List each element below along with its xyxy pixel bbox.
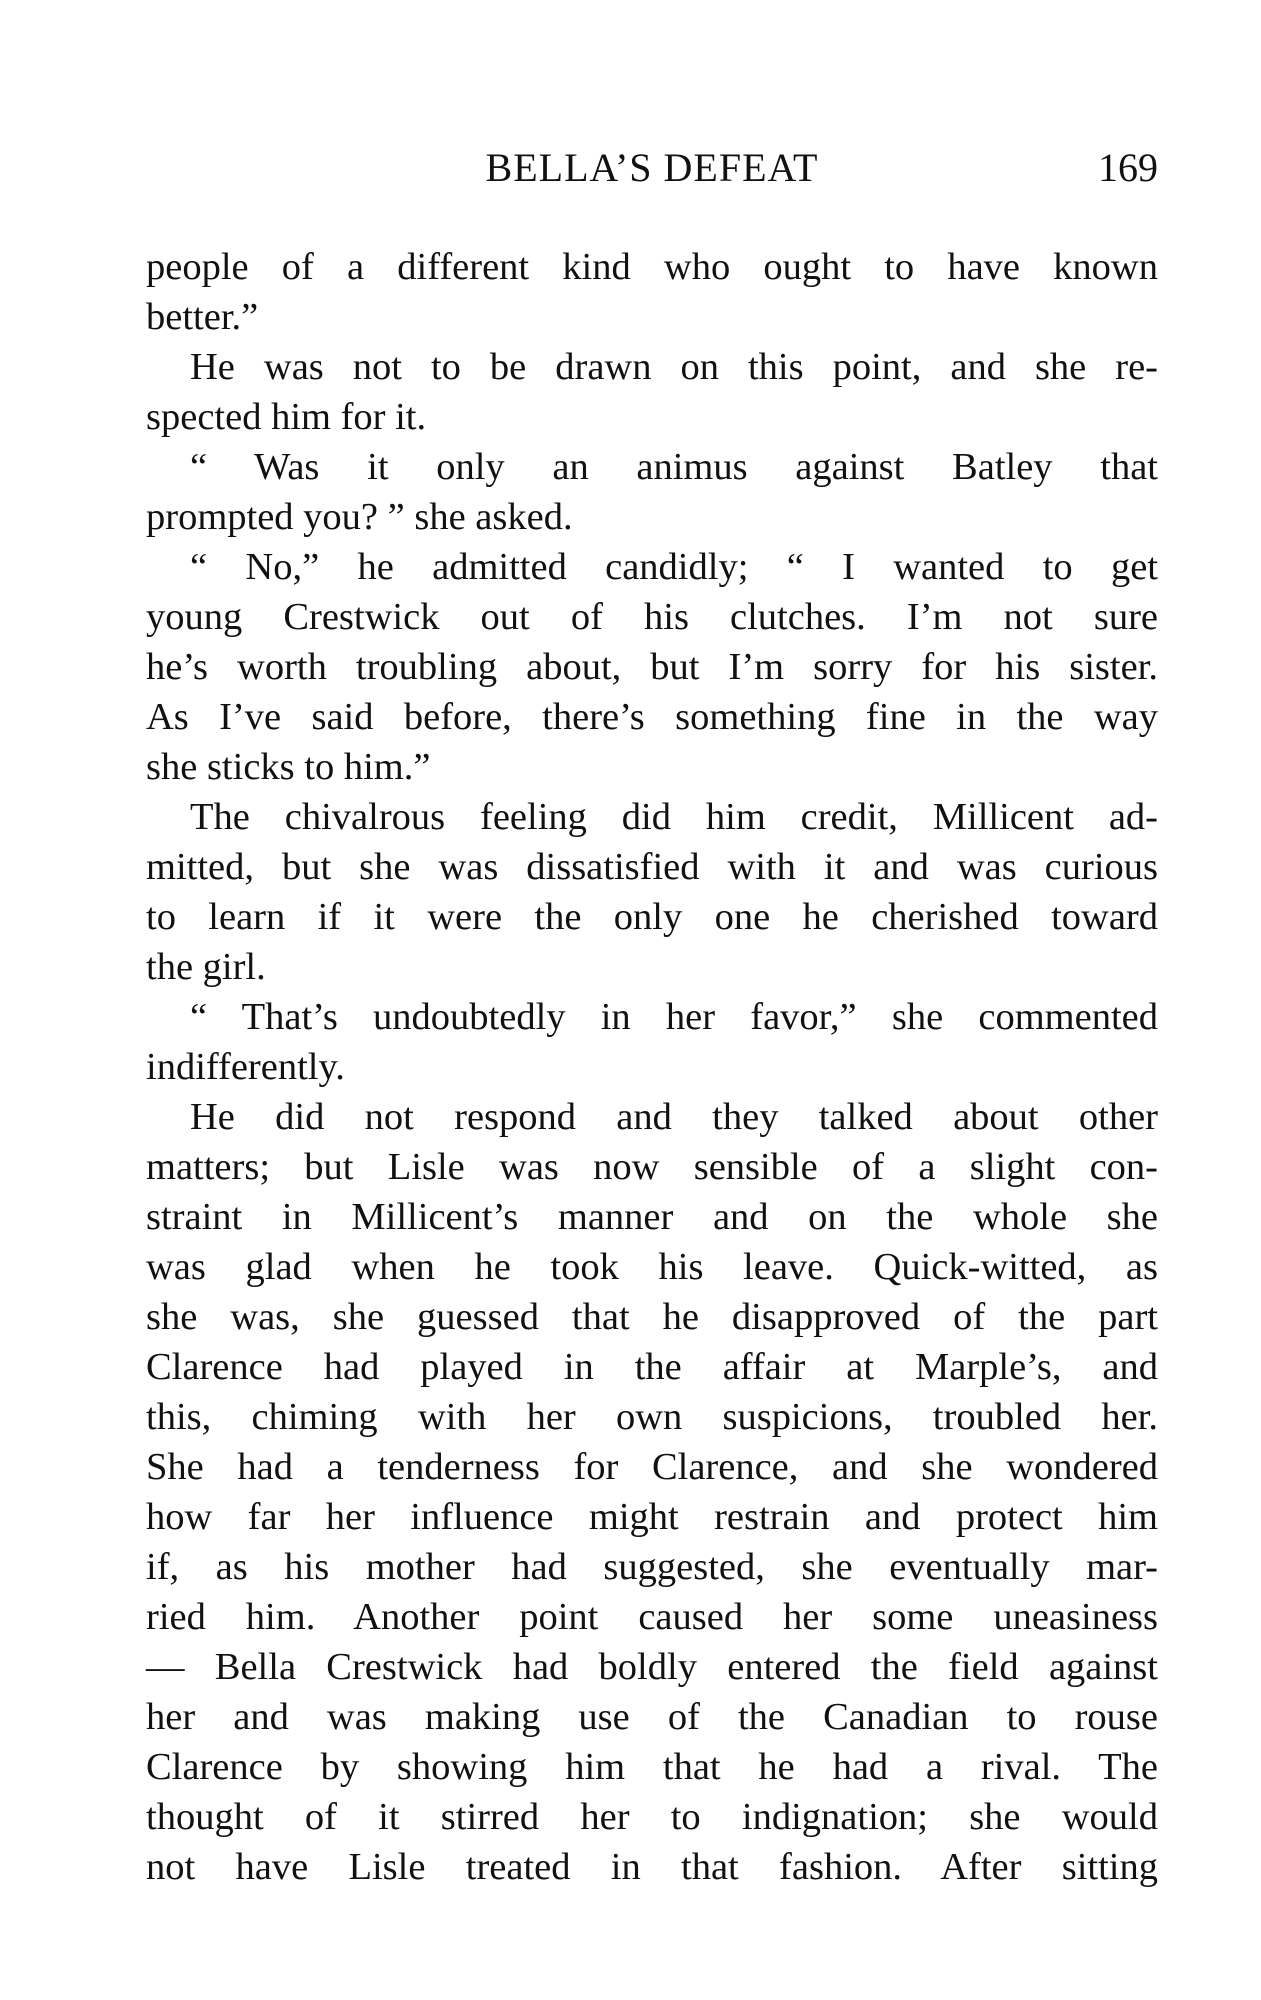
text-line: straint in Millicent’s manner and on the whole she [146, 1196, 1158, 1238]
text-line: indifferently. [146, 1046, 345, 1088]
running-head [146, 138, 1158, 198]
text-line: mitted, but she was dissatisfied with it and was curious [146, 846, 1158, 888]
text-line: people of a different kind who ought to have known [146, 246, 1158, 288]
text-line: “ No,” he admitted candidly; “ I wanted to get [190, 546, 1158, 588]
body-text [146, 242, 1158, 1892]
text-line: She had a tenderness for Clarence, and she wondered [146, 1446, 1158, 1488]
text-line: to learn if it were the only one he cherished toward [146, 896, 1158, 938]
text-line: her and was making use of the Canadian to rouse [146, 1696, 1158, 1738]
text-line: “ That’s undoubtedly in her favor,” she commented [190, 996, 1158, 1038]
text-line: thought of it stirred her to indignation; she would [146, 1796, 1158, 1838]
text-line: spected him for it. [146, 396, 427, 438]
text-line: He was not to be drawn on this point, and she re- [190, 346, 1158, 388]
text-line: the girl. [146, 946, 266, 988]
page-number: 169 [1098, 145, 1158, 190]
text-line: how far her influence might restrain and protect him [146, 1496, 1158, 1538]
text-line: The chivalrous feeling did him credit, Millicent ad- [190, 796, 1158, 838]
text-line: matters; but Lisle was now sensible of a slight con- [146, 1146, 1158, 1188]
text-line: prompted you? ” she asked. [146, 496, 573, 538]
text-line: — Bella Crestwick had boldly entered the field against [146, 1646, 1158, 1688]
text-line: she sticks to him.” [146, 746, 431, 788]
text-line: not have Lisle treated in that fashion. After sitting [146, 1846, 1158, 1888]
text-line: she was, she guessed that he disapproved of the part [146, 1296, 1158, 1338]
text-line: ried him. Another point caused her some uneasiness [146, 1596, 1158, 1638]
text-line: young Crestwick out of his clutches. I’m not sure [146, 596, 1158, 638]
text-line: was glad when he took his leave. Quick-witted, as [146, 1246, 1158, 1288]
running-title: BELLA’S DEFEAT [485, 145, 819, 190]
text-line: “ Was it only an animus against Batley that [190, 446, 1158, 488]
text-line: Clarence had played in the affair at Marple’s, and [146, 1346, 1158, 1388]
text-line: As I’ve said before, there’s something fine in the way [146, 696, 1158, 738]
text-line: better.” [146, 296, 259, 338]
text-line: he’s worth troubling about, but I’m sorry for his sister. [146, 646, 1158, 688]
text-line: if, as his mother had suggested, she eventually mar- [146, 1546, 1158, 1588]
text-line: this, chiming with her own suspicions, troubled her. [146, 1396, 1158, 1438]
text-line: Clarence by showing him that he had a rival. The [146, 1746, 1158, 1788]
text-line: He did not respond and they talked about other [190, 1096, 1158, 1138]
